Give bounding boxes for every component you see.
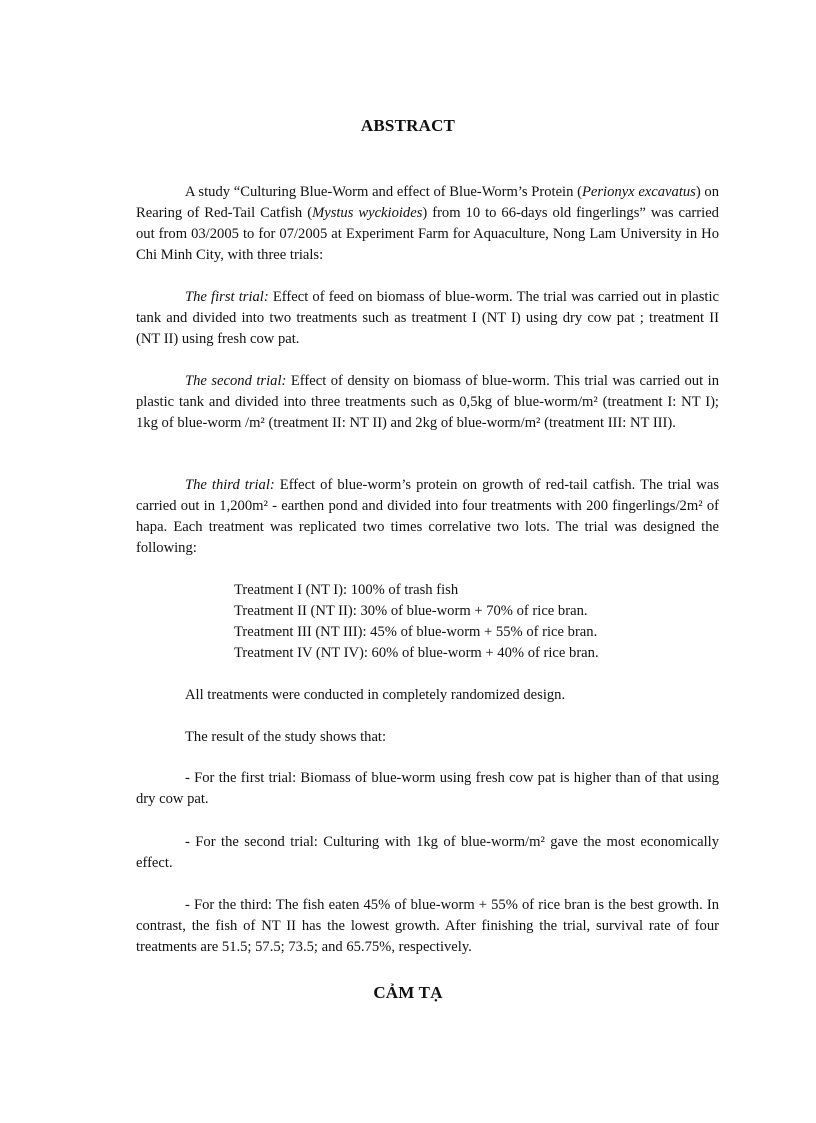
intro-text-c: ) from 10 to 66-days old fingerlings” was carried out from 03/2005 to for 07/2005 at Experiment Farm for Aquaculture, Nong Lam University in Ho Chi Minh City, with three trials: (136, 205, 719, 263)
trial3-label: The third trial: (185, 477, 275, 493)
result1-text: - For the first trial: Biomass of blue-worm using fresh cow pat is higher than of that using dry cow pat. (136, 770, 719, 807)
trial2-paragraph (136, 371, 719, 434)
result2-paragraph (136, 832, 719, 874)
trial2-label: The second trial: (185, 373, 287, 389)
treatment-item: Treatment IV (NT IV): 60% of blue-worm + 40% of rice bran. (234, 645, 599, 661)
intro-text-b: ) on Rearing of Red-Tail Catfish ( (136, 184, 720, 221)
result1-paragraph (136, 768, 719, 810)
acknowledgement-heading: CẢM TẠ (373, 983, 443, 1002)
trial3-text: Effect of blue-worm’s protein on growth of red-tail catfish. The trial was carried out in 1,200m² - earthen pond and divided into four treatments with 200 fingerlings/2m² of hapa. Each treatment was replicated two times correlative two lots. The trial was designed the following: (136, 477, 719, 556)
abstract-heading: ABSTRACT (360, 116, 456, 135)
result2-text: - For the second trial: Culturing with 1kg of blue-worm/m² gave the most economically effect. (136, 834, 719, 871)
design-text: All treatments were conducted in completely randomized design. (185, 687, 566, 703)
species-name-mystus: Mystus wyckioides (312, 205, 423, 221)
result3-text: - For the third: The fish eaten 45% of blue-worm + 55% of rice bran is the best growth. In contrast, the fish of NT II has the lowest growth. After finishing the trial, survival rate of four treatments are 51.5; 57.5; 73.5; and 65.75%, respectively. (136, 897, 719, 955)
result-intro-text: The result of the study shows that: (185, 729, 387, 745)
treatment-list (234, 580, 714, 664)
design-paragraph (136, 685, 719, 706)
trial1-label: The first trial: (185, 289, 269, 305)
species-name-perionyx: Perionyx excavatus (581, 184, 696, 200)
treatment-item: Treatment I (NT I): 100% of trash fish (234, 582, 459, 598)
trial1-text: Effect of feed on biomass of blue-worm. The trial was carried out in plastic tank and divided into two treatments such as treatment I (NT I) using dry cow pat ; treatment II (NT II) using fresh cow pat. (136, 289, 719, 347)
result-intro-paragraph (136, 727, 719, 748)
trial2-text: Effect of density on biomass of blue-worm. This trial was carried out in plastic tank and divided into three treatments such as 0,5kg of blue-worm/m² (treatment I: NT I); 1kg of blue-worm /m² (treatment II: NT II) and 2kg of blue-worm/m² (treatment III: NT III). (136, 373, 719, 431)
treatment-item: Treatment II (NT II): 30% of blue-worm + 70% of rice bran. (234, 603, 588, 619)
intro-text-a: A study “Culturing Blue-Worm and effect of Blue-Worm’s Protein ( (185, 184, 582, 200)
result3-paragraph (136, 895, 719, 958)
trial1-paragraph (136, 287, 719, 350)
intro-paragraph (136, 182, 719, 266)
treatment-item: Treatment III (NT III): 45% of blue-worm + 55% of rice bran. (234, 624, 598, 640)
trial3-paragraph (136, 475, 719, 559)
